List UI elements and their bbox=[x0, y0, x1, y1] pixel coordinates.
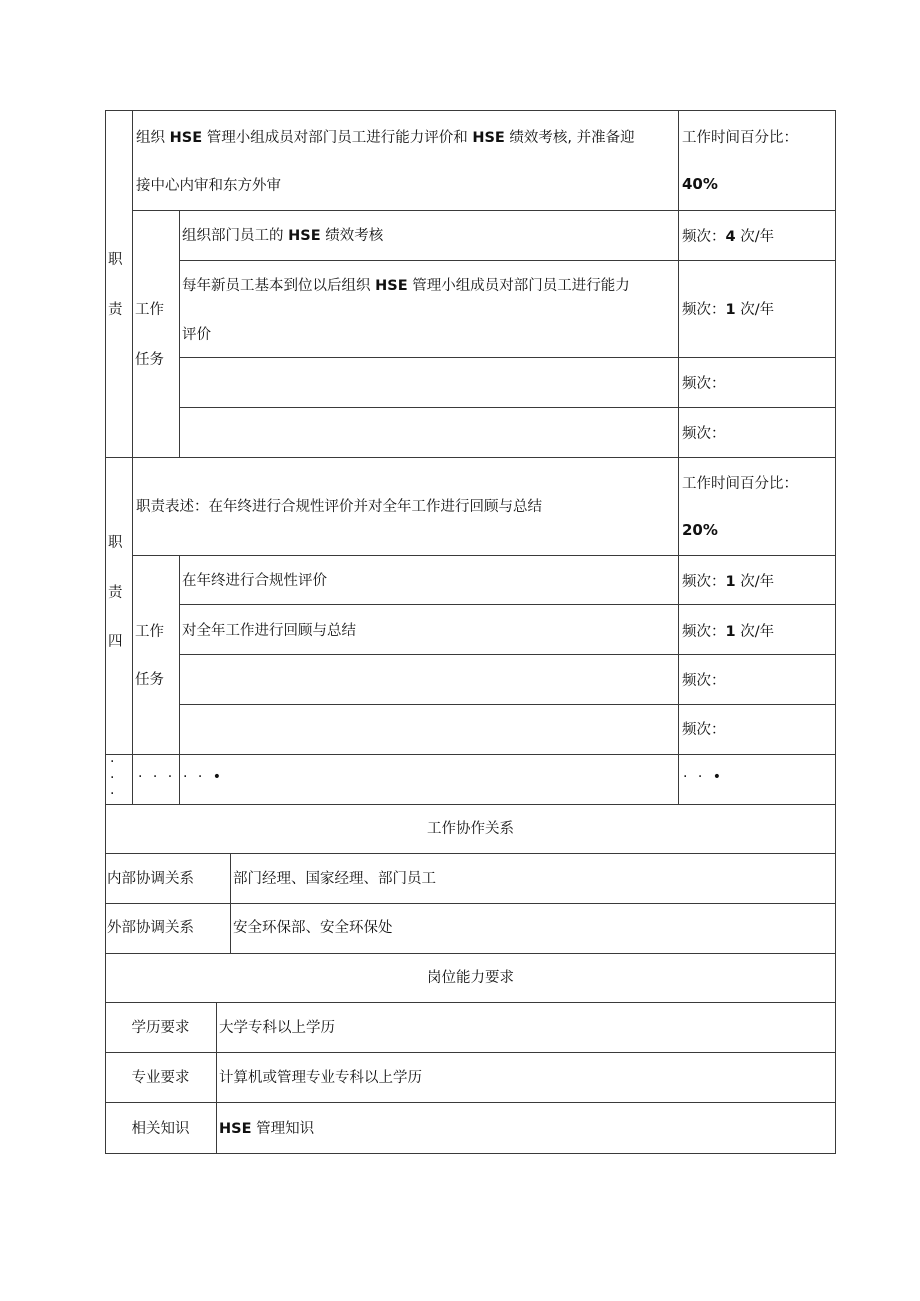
duty-3-side-label-1: 职 bbox=[108, 252, 123, 268]
ellipsis-col-1: · · · bbox=[110, 754, 115, 802]
ellipsis-col-3: · · • bbox=[183, 769, 225, 785]
requirements-title: 岗位能力要求 bbox=[427, 970, 514, 986]
major-label: 专业要求 bbox=[131, 1070, 190, 1086]
duty-4-task-2-text: 对全年工作进行回顾与总结 bbox=[182, 623, 356, 639]
duty-3-task-4-frequency: 频次： bbox=[682, 426, 726, 442]
duty-3-task-label-2: 任务 bbox=[135, 352, 164, 368]
duty-4-description: 职责表述：在年终进行合规性评价并对全年工作进行回顾与总结 bbox=[136, 499, 542, 515]
knowledge-label: 相关知识 bbox=[131, 1121, 190, 1137]
duty-4-task-3-frequency: 频次： bbox=[682, 673, 726, 689]
duty-4-task-1-frequency: 频次：1 次/年 bbox=[682, 574, 775, 590]
external-coordination-value: 安全环保部、安全环保处 bbox=[233, 920, 393, 936]
major-value: 计算机或管理专业专科以上学历 bbox=[219, 1070, 422, 1086]
duty-4-task-label-2: 任务 bbox=[135, 672, 164, 688]
duty-4-task-label-1: 工作 bbox=[135, 624, 164, 640]
education-value: 大学专科以上学历 bbox=[219, 1020, 335, 1036]
duty-4-task-2-frequency: 频次：1 次/年 bbox=[682, 624, 775, 640]
knowledge-value: HSE 管理知识 bbox=[219, 1121, 315, 1137]
duty-3-time-label: 工作时间百分比： bbox=[682, 130, 798, 146]
duty-4-task-1-text: 在年终进行合规性评价 bbox=[182, 573, 327, 589]
internal-coordination-label: 内部协调关系 bbox=[107, 871, 194, 887]
ellipsis-col-2: · · · bbox=[138, 769, 176, 785]
duty-4-task-4-frequency: 频次： bbox=[682, 722, 726, 738]
external-coordination-label: 外部协调关系 bbox=[107, 920, 194, 936]
duty-4-side-label-2: 责 bbox=[108, 585, 123, 601]
duty-4-time-value: 20% bbox=[682, 521, 718, 539]
education-label: 学历要求 bbox=[131, 1020, 190, 1036]
duty-3-task-1-text: 组织部门员工的 HSE 绩效考核 bbox=[182, 228, 384, 244]
internal-coordination-value: 部门经理、国家经理、部门员工 bbox=[233, 871, 436, 887]
duty-3-task-2-text-line-2: 评价 bbox=[182, 327, 211, 343]
duty-3-side-label-2: 责 bbox=[108, 302, 123, 318]
duty-4-time-label: 工作时间百分比： bbox=[682, 476, 798, 492]
duty-3-task-label-1: 工作 bbox=[135, 302, 164, 318]
ellipsis-col-4: · · • bbox=[683, 769, 725, 785]
cooperation-title: 工作协作关系 bbox=[427, 821, 514, 837]
duty-3-task-2-text-line-1: 每年新员工基本到位以后组织 HSE 管理小组成员对部门员工进行能力 bbox=[182, 278, 630, 294]
duty-4-side-label-1: 职 bbox=[108, 535, 123, 551]
duty-3-description-line-2: 接中心内审和东方外审 bbox=[136, 178, 281, 194]
duty-3-task-3-frequency: 频次： bbox=[682, 376, 726, 392]
duty-3-task-2-frequency: 频次：1 次/年 bbox=[682, 302, 775, 318]
duty-3-time-value: 40% bbox=[682, 175, 718, 193]
duty-3-task-1-frequency: 频次：4 次/年 bbox=[682, 229, 775, 245]
duty-3-description-line-1: 组织 HSE 管理小组成员对部门员工进行能力评价和 HSE 绩效考核, 并准备迎 bbox=[136, 130, 635, 146]
duty-4-side-label-3: 四 bbox=[108, 634, 123, 650]
